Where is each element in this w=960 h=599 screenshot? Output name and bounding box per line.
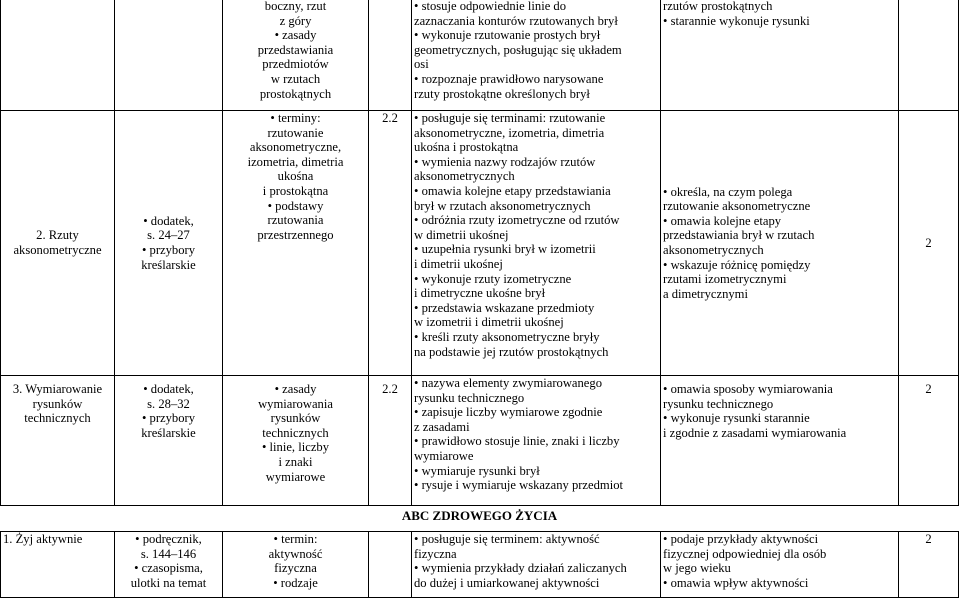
content-item: przedstawiania	[257, 42, 334, 57]
content-list	[225, 0, 366, 101]
basic-requirements-cell	[412, 111, 661, 376]
list-item: przestrzennego	[257, 227, 334, 242]
basic-requirements-cell	[412, 0, 661, 111]
list-item: • zasady	[225, 382, 366, 397]
grade-cell	[899, 376, 959, 506]
list-item: • nazywa elementy zwymiarowanego	[414, 376, 658, 391]
materials-list	[117, 532, 220, 590]
hours-cell	[369, 111, 412, 376]
basic-list	[414, 111, 658, 359]
list-item: aktywność	[268, 546, 323, 561]
list-item: s. 144–146	[140, 546, 197, 561]
list-item: • rozpoznaje prawidłowo narysowane	[414, 72, 658, 87]
basic-requirements-cell	[412, 376, 661, 506]
list-item: fizyczna	[274, 561, 317, 576]
content-list	[225, 376, 366, 484]
list-item: • zapisuje liczby wymiarowe zgodnie	[414, 405, 658, 420]
list-item: • wymienia nazwy rodzajów rzutów	[414, 155, 658, 170]
list-item: • posługuje się terminami: rzutowanie	[414, 111, 658, 126]
list-item: • wykonuje rzuty izometryczne	[414, 272, 658, 287]
grade-value: 2	[925, 235, 932, 250]
list-item: i dimetryczne ukośne brył	[414, 286, 546, 301]
list-item: fizycznej odpowiedniej dla osób	[663, 546, 827, 561]
grade-cell	[899, 532, 959, 598]
list-item: • wykonuje rzutowanie prostych brył	[414, 28, 658, 43]
list-item: • przedstawia wskazane przedmioty	[414, 301, 658, 316]
list-item: aksonometryczne,	[249, 140, 342, 155]
list-item: • omawia wpływ aktywności	[663, 576, 896, 591]
list-item: • rysuje i wymiaruje wskazany przedmiot	[414, 478, 658, 493]
table-row-3	[1, 376, 959, 506]
list-item: • omawia sposoby wymiarowania	[663, 382, 896, 397]
hours-cell	[369, 376, 412, 506]
list-item: aksonometrycznych	[414, 169, 515, 184]
list-item: rysunków	[270, 411, 321, 426]
list-item: i zgodnie z zasadami wymiarowania	[663, 425, 847, 440]
extended-requirements-cell	[661, 376, 899, 506]
content-list	[225, 111, 366, 242]
section-title	[1, 506, 959, 532]
basic-requirements-cell	[412, 532, 661, 598]
content-cell	[223, 111, 369, 376]
extended-list	[663, 185, 896, 302]
basic-list	[414, 532, 658, 590]
content-line: boczny, rzut	[264, 0, 327, 13]
list-item: rzutowanie	[267, 125, 324, 140]
table-row-1	[1, 0, 959, 111]
list-item: • termin:	[225, 532, 366, 547]
list-item: rzuty prostokątne określonych brył	[414, 86, 590, 101]
section-row	[1, 506, 959, 532]
list-item: • podręcznik,	[117, 532, 220, 547]
list-item: • podstawy	[225, 199, 366, 214]
grade-value: 2	[925, 382, 932, 396]
topic-cell	[1, 532, 115, 598]
grade-cell	[899, 111, 959, 376]
list-item: • omawia kolejne etapy przedstawiania	[414, 184, 658, 199]
list-item: fizyczna	[414, 546, 457, 561]
list-item: i znaki	[278, 454, 313, 469]
list-item: izometria, dimetria	[247, 154, 344, 169]
list-item: • czasopisma,	[117, 561, 220, 576]
content-item: • zasady	[225, 28, 366, 43]
table-row-2	[1, 111, 959, 376]
materials-cell	[115, 111, 223, 376]
hours-cell	[369, 532, 412, 598]
hours-cell	[369, 0, 412, 111]
list-item: kreślarskie	[141, 257, 196, 272]
list-item: wymiarowe	[414, 448, 474, 463]
hours-value: 2.2	[382, 111, 398, 125]
grade-cell	[899, 0, 959, 111]
topic-text: 3. Wymiarowanie rysunków technicznych	[12, 382, 103, 426]
list-item: aksonometryczne, izometria, dimetria	[414, 125, 605, 140]
extended-list	[663, 376, 896, 440]
list-item: • dodatek,	[117, 382, 220, 397]
topic-text: 1. Żyj aktywnie	[3, 532, 83, 546]
list-item: kreślarskie	[141, 425, 196, 440]
list-item: • wymiaruje rysunki brył	[414, 464, 658, 479]
list-item: rzutowania	[267, 213, 324, 228]
extended-list	[663, 0, 896, 28]
list-item: • posługuje się terminem: aktywność	[414, 532, 658, 547]
list-item: • wymienia przykłady działań zaliczanych	[414, 561, 658, 576]
list-item: do dużej i umiarkowanej aktywności	[414, 575, 600, 590]
list-item: • wykonuje rysunki starannie	[663, 411, 896, 426]
list-item: i dimetrii ukośnej	[414, 256, 503, 271]
list-item: i prostokątna	[262, 183, 329, 198]
list-item: brył w rzutach aksonometrycznych	[414, 198, 591, 213]
materials-list	[117, 376, 220, 440]
list-item: • podaje przykłady aktywności	[663, 532, 896, 547]
grade-value: 2	[925, 532, 932, 546]
list-item: • odróżnia rzuty izometryczne od rzutów	[414, 213, 658, 228]
materials-cell	[115, 532, 223, 598]
topic-cell: 2. Rzuty aksonometryczne	[1, 111, 115, 376]
list-item: • stosuje odpowiednie linie do	[414, 0, 658, 14]
content-line: z góry	[279, 13, 312, 28]
list-item: technicznych	[262, 425, 329, 440]
list-item: • starannie wykonuje rysunki	[663, 14, 896, 29]
list-item: rysunku technicznego	[663, 396, 774, 411]
section-heading: ABC ZDROWEGO ŻYCIA	[401, 508, 558, 523]
list-item: a dimetrycznymi	[663, 286, 748, 301]
materials-cell	[115, 0, 223, 111]
list-item: rzutowanie aksonometryczne	[663, 199, 811, 214]
extended-list	[663, 532, 896, 590]
list-item: zaznaczania konturów rzutowanych brył	[414, 13, 618, 28]
list-item: w izometrii i dimetrii ukośnej	[414, 315, 564, 330]
list-item: ukośna i prostokątna	[414, 140, 519, 155]
list-item: w jego wieku	[663, 561, 731, 576]
list-item: • określa, na czym polega	[663, 185, 896, 200]
list-item: s. 28–32	[147, 396, 190, 411]
list-item: rzutami izometrycznymi	[663, 272, 787, 287]
topic-cell	[1, 376, 115, 506]
hours-value: 2.2	[382, 382, 398, 396]
content-list	[225, 532, 366, 590]
list-item: aksonometrycznych	[663, 243, 764, 257]
list-item: wymiarowania	[258, 396, 333, 411]
table-row-4	[1, 532, 959, 598]
list-item: rzutów prostokątnych	[663, 0, 773, 13]
content-cell	[223, 532, 369, 598]
list-item: • linie, liczby	[225, 440, 366, 455]
content-item: w rzutach	[270, 71, 321, 86]
list-item: s. 24–27	[147, 228, 190, 243]
list-item: na podstawie jej rzutów prostokątnych	[414, 344, 609, 359]
list-item: wymiarowe	[265, 469, 326, 484]
topic-cell	[1, 0, 115, 111]
list-item: • omawia kolejne etapy	[663, 214, 896, 229]
content-item: prostokątnych	[259, 86, 332, 101]
extended-requirements-cell	[661, 111, 899, 376]
list-item: • rodzaje	[225, 576, 366, 591]
list-item: • przybory	[117, 411, 220, 426]
materials-cell	[115, 376, 223, 506]
list-item: rysunku technicznego	[414, 390, 525, 405]
basic-list	[414, 376, 658, 493]
extended-requirements-cell	[661, 0, 899, 111]
list-item: ulotki na temat	[130, 575, 207, 590]
list-item: • kreśli rzuty aksonometryczne bryły	[414, 330, 658, 345]
materials-list	[117, 214, 220, 272]
list-item: ukośna	[277, 169, 314, 184]
list-item: geometrycznych, posługując się układem	[414, 42, 622, 57]
extended-requirements-cell	[661, 532, 899, 598]
content-cell	[223, 0, 369, 111]
list-item: osi	[414, 57, 429, 72]
list-item: • prawidłowo stosuje linie, znaki i liczby	[414, 434, 658, 449]
content-item: przedmiotów	[262, 57, 329, 72]
list-item: • wskazuje różnicę pomiędzy	[663, 258, 896, 273]
list-item: przedstawiania brył w rzutach	[663, 228, 815, 243]
basic-list	[414, 0, 658, 101]
list-item: z zasadami	[414, 419, 470, 434]
list-item: w dimetrii ukośnej	[414, 227, 509, 242]
list-item: • uzupełnia rysunki brył w izometrii	[414, 242, 658, 257]
list-item: • dodatek,	[117, 214, 220, 229]
content-cell	[223, 376, 369, 506]
list-item: • przybory	[117, 243, 220, 258]
list-item: • terminy:	[225, 111, 366, 126]
